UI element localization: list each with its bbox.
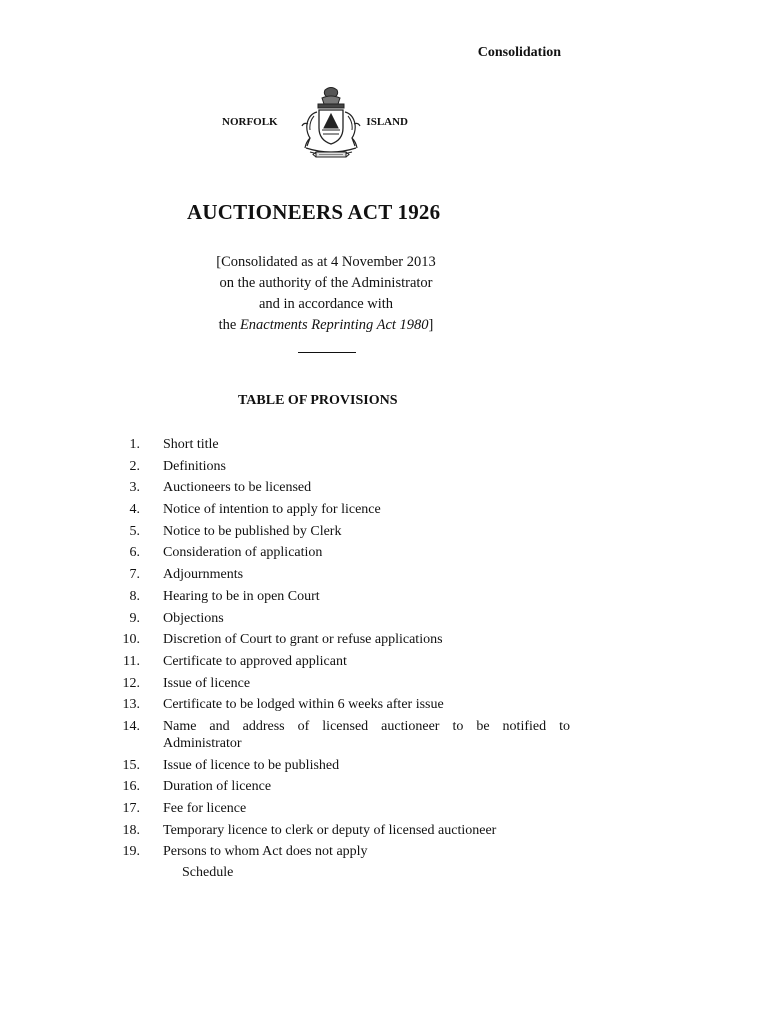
crest-left-text: NORFOLK (222, 116, 278, 128)
provision-number: 7. (129, 567, 140, 583)
provision-number: 17. (122, 801, 140, 816)
provision-item[interactable] (100, 544, 570, 561)
provision-title: Notice to be published by Clerk (163, 523, 342, 539)
provision-item[interactable] (100, 566, 570, 583)
consolidation-label: Consolidation (477, 45, 561, 60)
provision-number: 6. (129, 545, 140, 561)
provision-title: Auctioneers to be licensed (163, 480, 312, 496)
divider-rule (298, 352, 356, 353)
provision-item[interactable] (100, 800, 570, 817)
provision-title: Discretion of Court to grant or refuse applications (163, 632, 443, 648)
provision-title: Consideration of application (163, 545, 323, 561)
coat-of-arms-icon (296, 86, 366, 160)
provision-item[interactable] (100, 631, 570, 648)
schedule-link[interactable]: Schedule (182, 865, 234, 880)
crest-banner (222, 86, 408, 160)
provision-number: 10. (122, 632, 140, 648)
provision-number: 15. (122, 757, 140, 773)
provision-item[interactable] (100, 778, 570, 795)
provision-number: 8. (129, 588, 140, 604)
consolidation-note (196, 252, 456, 336)
provision-number: 19. (122, 844, 140, 860)
provision-number: 11. (123, 653, 140, 669)
provision-number: 16. (122, 779, 140, 795)
act-title: AUCTIONEERS ACT 1926 (187, 200, 441, 224)
provision-number: 9. (129, 610, 140, 626)
provision-number: 13. (122, 697, 140, 713)
provision-item[interactable] (100, 436, 570, 453)
note-suffix: ] (428, 317, 434, 333)
provision-item[interactable] (100, 822, 570, 839)
provision-title: Persons to whom Act does not apply (163, 844, 368, 860)
provision-item[interactable] (100, 458, 570, 475)
provision-title-line-2: Administrator (163, 735, 242, 751)
provision-item[interactable] (100, 479, 570, 496)
provision-item[interactable] (100, 588, 570, 605)
provision-item[interactable] (100, 610, 570, 627)
table-of-provisions-heading: TABLE OF PROVISIONS (238, 393, 398, 408)
provision-item[interactable] (100, 675, 570, 692)
provision-title: Issue of licence (163, 675, 251, 691)
provision-title: Issue of licence to be published (163, 757, 340, 773)
enactments-reprinting-act-reference: Enactments Reprinting Act 1980 (239, 317, 429, 333)
provision-number: 4. (129, 502, 140, 518)
provision-number: 14. (122, 718, 140, 734)
crest-right-text: ISLAND (366, 116, 408, 128)
provision-title: Definitions (163, 458, 226, 474)
provision-number: 3. (129, 480, 140, 496)
provision-number: 12. (122, 675, 140, 691)
provisions-list (100, 436, 570, 865)
note-prefix: the (218, 317, 240, 333)
provision-title: Certificate to be lodged within 6 weeks after issue (163, 697, 444, 713)
provision-title: Duration of licence (163, 779, 272, 795)
provision-item[interactable] (100, 501, 570, 518)
provision-number: 5. (129, 523, 140, 539)
provision-number: 2. (129, 458, 140, 474)
provision-title: Fee for licence (163, 801, 247, 816)
provision-title: Short title (163, 437, 219, 452)
provision-item[interactable] (100, 653, 570, 670)
consolidation-note-line-2: on the authority of the Administrator (219, 275, 433, 291)
provision-title: Notice of intention to apply for licence (163, 502, 381, 518)
provision-title: Temporary licence to clerk or deputy of licensed auctioneer (163, 822, 497, 838)
consolidation-note-line-4 (196, 315, 456, 336)
provision-item[interactable] (100, 843, 570, 860)
provision-title (163, 718, 570, 752)
provision-item[interactable] (100, 718, 570, 752)
provision-title: Certificate to approved applicant (163, 653, 347, 669)
consolidation-note-line-1: [Consolidated as at 4 November 2013 (216, 254, 436, 270)
provision-item[interactable] (100, 757, 570, 774)
provision-title: Adjournments (163, 567, 244, 583)
provision-item[interactable] (100, 696, 570, 713)
provision-number: 1. (129, 437, 140, 452)
provision-title: Hearing to be in open Court (163, 588, 320, 604)
provision-title: Objections (163, 610, 224, 626)
provision-number: 18. (122, 822, 140, 838)
consolidation-note-line-3: and in accordance with (258, 296, 394, 312)
provision-item[interactable] (100, 523, 570, 540)
provision-title-line-1: Name and address of licensed auctioneer to be notified to (163, 718, 570, 734)
